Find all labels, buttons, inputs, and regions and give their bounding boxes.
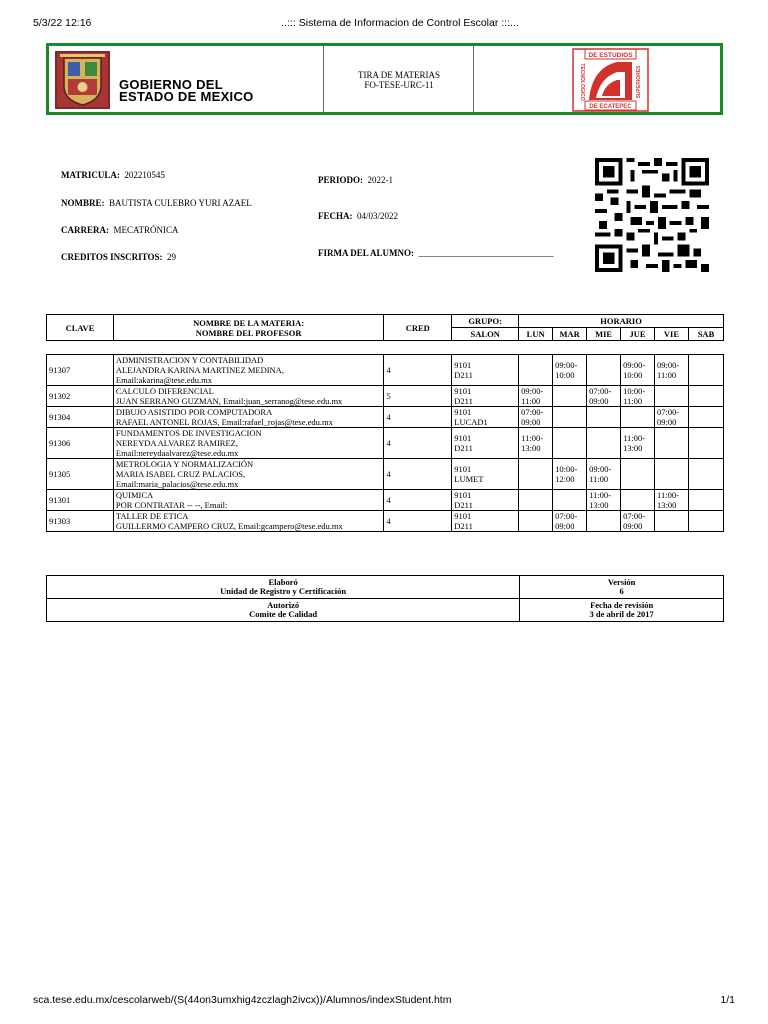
course-schedule-jue: [621, 386, 655, 407]
schedule-end: 10:00: [555, 370, 575, 380]
course-schedule-lun: [519, 511, 553, 532]
header-day-mar: MAR: [553, 328, 587, 341]
course-salon-value: D211: [454, 396, 473, 406]
tese-logo-right-text: SUPERIORES: [636, 65, 642, 99]
course-salon-value: D211: [454, 500, 473, 510]
course-materia-name: FUNDAMENTOS DE INVESTIGACION: [115, 428, 262, 438]
course-row: [47, 459, 724, 490]
course-clave: 91307: [47, 355, 114, 386]
fecha-label: FECHA:: [318, 211, 353, 221]
schedule-end: 12:00: [555, 474, 575, 484]
course-row: [47, 428, 724, 459]
matricula-value: 202210545: [124, 170, 165, 180]
gobierno-line1: GOBIERNO DEL: [119, 77, 223, 92]
course-salon-value: LUCAD1: [454, 417, 488, 427]
periodo-value: 2022-1: [367, 175, 393, 185]
gobierno-line2: ESTADO DE MEXICO: [119, 89, 254, 104]
course-schedule-lun: [519, 355, 553, 386]
course-schedule-sab: [689, 459, 724, 490]
course-schedule-mar: [553, 355, 587, 386]
firma-row: [318, 248, 554, 258]
print-page-title: ..::: Sistema de Informacion de Control Escolar :::...: [281, 17, 519, 29]
course-schedule-sab: [689, 511, 724, 532]
course-grupo-value: 9101: [454, 464, 472, 474]
schedule-start: 07:00-: [555, 511, 578, 521]
header-salon: SALON: [452, 328, 519, 341]
course-materia: [113, 428, 384, 459]
course-schedule-lun: [519, 407, 553, 428]
course-grupo: [452, 355, 519, 386]
schedule-start: 10:00-: [555, 464, 578, 474]
tese-logo-icon: [572, 48, 649, 112]
schedule-end: 11:00: [657, 370, 677, 380]
schedule-start: 07:00-: [623, 511, 646, 521]
course-materia-name: ADMINISTRACION Y CONTABILIDAD: [115, 355, 264, 365]
course-schedule-mie: [587, 355, 621, 386]
version-cell: [520, 576, 724, 599]
course-schedule-mie: [587, 407, 621, 428]
periodo-row: [318, 175, 393, 185]
course-materia-name: QUIMICA: [115, 490, 154, 500]
course-table-header: [46, 314, 724, 341]
course-schedule-mie: [587, 511, 621, 532]
schedule-start: 09:00-: [623, 360, 646, 370]
schedule-end: 11:00: [623, 396, 643, 406]
course-schedule-mar: [553, 511, 587, 532]
course-cred: 4: [384, 355, 452, 386]
course-salon-value: D211: [454, 521, 473, 531]
version-value: 6: [619, 586, 624, 596]
course-grupo: [452, 386, 519, 407]
schedule-end: 13:00: [521, 443, 541, 453]
header-day-jue: JUE: [621, 328, 655, 341]
course-schedule-vie: [655, 459, 689, 490]
schedule-end: 13:00: [623, 443, 643, 453]
course-grupo: [452, 428, 519, 459]
course-schedule-lun: [519, 386, 553, 407]
course-profesor: JUAN SERRANO GUZMAN, Email:juan_serranog@tese.edu.mx: [115, 396, 343, 406]
header-horario: HORARIO: [519, 315, 724, 328]
course-clave: 91302: [47, 386, 114, 407]
schedule-end: 13:00: [589, 500, 609, 510]
course-materia: [113, 511, 384, 532]
print-datetime: 5/3/22 12:16: [33, 17, 92, 29]
course-salon-value: D211: [454, 370, 473, 380]
course-schedule-mar: [553, 459, 587, 490]
header-clave: CLAVE: [47, 315, 114, 341]
schedule-end: 11:00: [521, 396, 541, 406]
schedule-end: 09:00: [521, 417, 541, 427]
course-salon-value: D211: [454, 443, 473, 453]
course-schedule-jue: [621, 490, 655, 511]
fecha-revision-label: Fecha de revisión: [590, 600, 654, 610]
document-title: TIRA DE MATERIAS: [357, 70, 440, 80]
course-schedule-vie: [655, 428, 689, 459]
tese-section: [474, 46, 720, 112]
course-grupo-value: 9101: [454, 490, 472, 500]
course-row: [47, 490, 724, 511]
document-header: [46, 43, 723, 115]
fecha-value: 04/03/2022: [357, 211, 399, 221]
schedule-start: 09:00-: [589, 464, 612, 474]
schedule-start: 11:00-: [623, 433, 645, 443]
carrera-label: CARRERA:: [61, 225, 109, 235]
carrera-row: [61, 225, 179, 235]
course-row: [47, 511, 724, 532]
course-cred: 5: [384, 386, 452, 407]
creditos-row: [61, 252, 176, 262]
matricula-row: [61, 170, 165, 180]
tese-logo-bottom-text: DE ECATEPEC: [589, 104, 632, 110]
course-schedule-lun: [519, 459, 553, 490]
course-materia: [113, 355, 384, 386]
autorizo-value: Comite de Calidad: [249, 609, 318, 619]
estado-de-mexico-shield-icon: [54, 50, 111, 110]
course-schedule-jue: [621, 428, 655, 459]
schedule-start: 07:00-: [521, 407, 544, 417]
course-row: [47, 355, 724, 386]
course-materia-name: DIBUJO ASISTIDO POR COMPUTADORA: [115, 407, 273, 417]
autorizo-label: Autorizó: [267, 600, 300, 610]
course-schedule-sab: [689, 386, 724, 407]
course-schedule-vie: [655, 407, 689, 428]
course-cred: 4: [384, 428, 452, 459]
course-cred: 4: [384, 407, 452, 428]
course-schedule-jue: [621, 511, 655, 532]
course-schedule-vie: [655, 386, 689, 407]
header-day-vie: VIE: [655, 328, 689, 341]
course-schedule-sab: [689, 407, 724, 428]
course-row: [47, 407, 724, 428]
header-day-mie: MIE: [587, 328, 621, 341]
course-schedule-mar: [553, 407, 587, 428]
version-label: Versión: [607, 577, 636, 587]
tese-logo-top-text: DE ESTUDIOS: [588, 52, 633, 59]
nombre-row: [61, 198, 252, 208]
elaboro-label: Elaboró: [268, 577, 298, 587]
course-profesor: RAFAEL ANTONEL ROJAS, Email:rafael_rojas@tese.edu.mx: [115, 417, 333, 427]
course-clave: 91305: [47, 459, 114, 490]
course-grupo-value: 9101: [454, 360, 472, 370]
course-schedule-mar: [553, 428, 587, 459]
course-grupo: [452, 407, 519, 428]
approval-table: [46, 575, 724, 622]
header-materia-line1: NOMBRE DE LA MATERIA:: [193, 317, 305, 328]
course-materia: [113, 386, 384, 407]
matricula-label: MATRICULA:: [61, 170, 120, 180]
course-materia: [113, 407, 384, 428]
firma-label: FIRMA DEL ALUMNO:: [318, 248, 415, 258]
elaboro-cell: [47, 576, 520, 599]
course-grupo-value: 9101: [454, 433, 472, 443]
fecha-row: [318, 211, 398, 221]
course-profesor: GUILLERMO CAMPERO CRUZ, Email:gcampero@tese.edu.mx: [115, 521, 343, 531]
course-materia-name: METROLOGIA Y NORMALIZACIÓN: [115, 459, 254, 469]
course-schedule-lun: [519, 490, 553, 511]
course-grupo-value: 9101: [454, 407, 472, 417]
course-grupo: [452, 511, 519, 532]
periodo-label: PERIODO:: [318, 175, 363, 185]
course-schedule-mar: [553, 490, 587, 511]
course-clave: 91301: [47, 490, 114, 511]
course-schedule-mie: [587, 459, 621, 490]
course-schedule-lun: [519, 428, 553, 459]
course-schedule-mie: [587, 428, 621, 459]
course-email: Email:nereydaalvarez@tese.edu.mx: [115, 448, 239, 458]
header-grupo: GRUPO:: [452, 315, 519, 328]
schedule-end: 09:00: [657, 417, 677, 427]
course-schedule-sab: [689, 490, 724, 511]
qr-code-icon: [592, 158, 712, 272]
course-materia: [113, 459, 384, 490]
schedule-start: 11:00-: [589, 490, 611, 500]
creditos-value: 29: [166, 252, 176, 262]
course-schedule-jue: [621, 407, 655, 428]
schedule-end: 10:00: [623, 370, 643, 380]
header-day-lun: LUN: [519, 328, 553, 341]
schedule-end: 13:00: [657, 500, 677, 510]
print-url: sca.tese.edu.mx/cescolarweb/(S(44on3umxhig4zczlagh2ivcx))/Alumnos/indexStudent.htm: [33, 994, 452, 1006]
fecha-revision-value: 3 de abril de 2017: [589, 609, 654, 619]
course-clave: 91303: [47, 511, 114, 532]
course-cred: 4: [384, 511, 452, 532]
document-code: FO-TESE-URC-11: [364, 80, 434, 90]
tese-logo-left-text: TECNOLOGICO: [579, 63, 585, 101]
course-cred: 4: [384, 490, 452, 511]
course-grupo-value: 9101: [454, 386, 472, 396]
gobierno-title: [119, 79, 254, 103]
header-materia: [113, 315, 383, 341]
course-materia: [113, 490, 384, 511]
course-schedule-jue: [621, 355, 655, 386]
course-profesor: NEREYDA ALVAREZ RAMIREZ,: [115, 438, 238, 448]
header-materia-line2: NOMBRE DEL PROFESOR: [195, 327, 302, 338]
course-profesor: MARIA ISABEL CRUZ PALACIOS,: [115, 469, 246, 479]
course-grupo-value: 9101: [454, 511, 472, 521]
print-page-number: 1/1: [720, 994, 735, 1006]
course-schedule-vie: [655, 355, 689, 386]
course-schedule-mie: [587, 490, 621, 511]
schedule-end: 09:00: [623, 521, 643, 531]
schedule-start: 10:00-: [623, 386, 646, 396]
course-clave: 91306: [47, 428, 114, 459]
gobierno-section: [49, 46, 324, 112]
course-schedule-vie: [655, 490, 689, 511]
schedule-end: 09:00: [555, 521, 575, 531]
schedule-end: 11:00: [589, 474, 609, 484]
nombre-label: NOMBRE:: [61, 198, 105, 208]
course-materia-name: CALCULO DIFERENCIAL: [115, 386, 214, 396]
course-grupo: [452, 490, 519, 511]
course-cred: 4: [384, 459, 452, 490]
autorizo-cell: [47, 599, 520, 622]
course-schedule-sab: [689, 355, 724, 386]
header-day-sab: SAB: [688, 328, 723, 341]
schedule-start: 11:00-: [521, 433, 544, 443]
nombre-value: BAUTISTA CULEBRO YURI AZAEL: [109, 198, 252, 208]
course-profesor: ALEJANDRA KARINA MARTINEZ MEDINA,: [115, 365, 284, 375]
course-grupo: [452, 459, 519, 490]
course-schedule-jue: [621, 459, 655, 490]
course-salon-value: LUMET: [454, 474, 484, 484]
course-table: [46, 354, 724, 532]
carrera-value: MECATRÓNICA: [113, 225, 179, 235]
firma-line: ______________________________: [418, 248, 554, 258]
elaboro-value: Unidad de Registro y Certificación: [220, 586, 347, 596]
header-cred: CRED: [384, 315, 452, 341]
schedule-start: 09:00-: [555, 360, 578, 370]
fecha-revision-cell: [520, 599, 724, 622]
document-title-block: [324, 70, 474, 90]
schedule-start: 11:00-: [657, 490, 679, 500]
schedule-start: 07:00-: [589, 386, 612, 396]
course-email: Email:maria_palacios@tese.edu.mx: [115, 479, 239, 489]
course-schedule-mie: [587, 386, 621, 407]
schedule-start: 09:00-: [657, 360, 680, 370]
schedule-start: 09:00-: [521, 386, 544, 396]
course-clave: 91304: [47, 407, 114, 428]
schedule-start: 07:00-: [657, 407, 680, 417]
course-email: Email:akarina@tese.edu.mx: [115, 375, 212, 385]
creditos-label: CREDITOS INSCRITOS:: [61, 252, 163, 262]
course-row: [47, 386, 724, 407]
course-profesor: POR CONTRATAR -- --, Email:: [115, 500, 228, 510]
course-schedule-sab: [689, 428, 724, 459]
course-schedule-mar: [553, 386, 587, 407]
schedule-end: 09:00: [589, 396, 609, 406]
course-materia-name: TALLER DE ETICA: [115, 511, 189, 521]
course-schedule-vie: [655, 511, 689, 532]
